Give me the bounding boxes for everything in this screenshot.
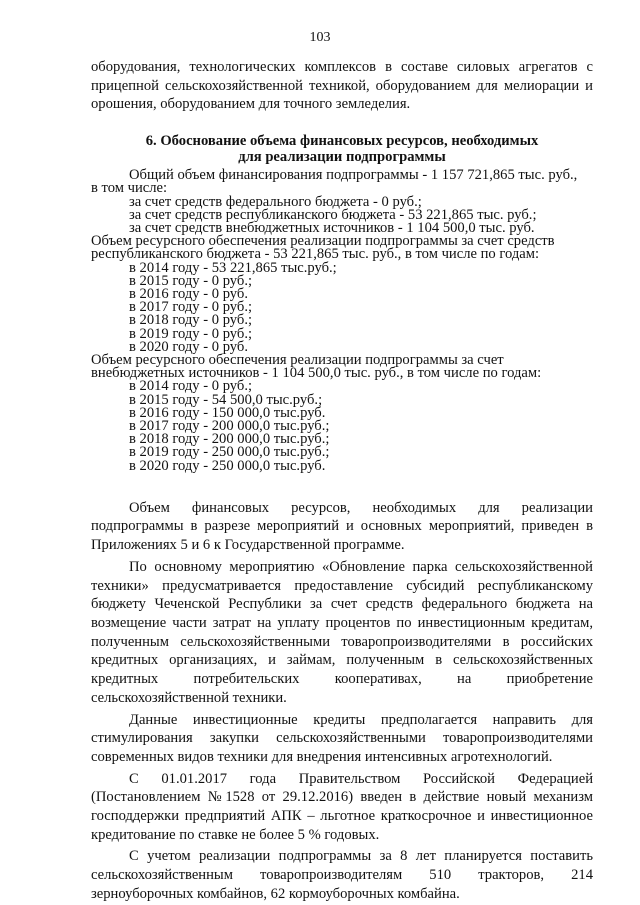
republican-budget-block — [91, 235, 593, 354]
section-heading-line2: для реализации подпрограммы — [238, 149, 446, 166]
republican-line1: Объем ресурсного обеспечения реализации подпрограммы за счет средств — [91, 233, 555, 250]
intro-paragraph: оборудования, технологических комплексов в составе силовых агрегатов с прицепной сельскохозяйственной техникой, оборудованием для мелиорации и орошения, оборудованием для точного земледелия. — [91, 59, 593, 113]
page-number: 103 — [309, 30, 331, 45]
list-item: в 2014 году - 53 221,865 тыс.руб.; — [129, 259, 337, 276]
body-paragraph: С 01.01.2017 года Правительством Российской Федерацией (Постановлением №1528 от 29.12.2016) введен в действие новый механизм господдержки предприятий АПК – льготное краткосрочное и инвестиционное кредитование по ставке не более 5 % годовых. — [91, 770, 593, 843]
body-paragraph: Объем финансовых ресурсов, необходимых для реализации подпрограммы в разрезе мероприятий и основных мероприятий, приведен в Приложениях 5 и 6 к Государственной программе. — [91, 499, 593, 554]
extrabudget-line2: внебюджетных источников - 1 104 500,0 тыс. руб., в том числе по годам: — [91, 365, 542, 382]
section-heading-line1: 6. Обоснование объема финансовых ресурсов, необходимых — [145, 133, 539, 150]
body-paragraph: С учетом реализации подпрограммы за 8 лет планируется поставить сельскохозяйственным товаропроизводителям 510 тракторов, 214 зерноуборочных комбайнов, 62 кормоуборочных комбайна. — [91, 848, 593, 902]
list-item: в 2014 году - 0 руб.; — [129, 378, 253, 395]
document-body — [91, 58, 593, 904]
section-heading — [91, 133, 593, 165]
list-item: в 2020 году - 250 000,0 тыс.руб. — [129, 457, 326, 474]
list-item: в 2016 году - 0 руб. — [129, 285, 248, 302]
list-item: в 2015 году - 0 руб.; — [129, 272, 253, 289]
list-item: за счет средств внебюджетных источников - 1 104 500,0 тыс. руб. — [129, 219, 535, 236]
extrabudget-line1: Объем ресурсного обеспечения реализации подпрограммы за счет — [91, 351, 504, 368]
list-item: в 2019 году - 250 000,0 тыс.руб.; — [129, 444, 330, 461]
extrabudget-years-list — [91, 380, 593, 472]
list-item: в 2017 году - 0 руб.; — [129, 299, 253, 316]
body-paragraph: Данные инвестиционные кредиты предполагается направить для стимулирования закупки сельскохозяйственными товаропроизводителями современных видов техники для внедрения интенсивных агротехнологий. — [91, 711, 593, 765]
extrabudget-block — [91, 351, 593, 474]
list-item: в 2015 году - 54 500,0 тыс.руб.; — [129, 391, 323, 408]
total-funding-block — [91, 169, 593, 235]
list-item: за счет средств федерального бюджета - 0 руб.; — [129, 193, 422, 210]
body-paragraph: По основному мероприятию «Обновление парка сельскохозяйственной техники» предусматривается предоставление субсидий республиканскому бюджету Чеченской Республики за счет средств федерального бюджета на возмещение части затрат на уплату процентов по инвестиционным кредитам, полученным сельскохозяйственными товаропроизводителями в российских кредитных организациях, и займам, полученным в сельскохозяйственных кредитных потребительских кооперативах, на приобретение сельскохозяйственной техники. — [91, 558, 593, 706]
list-item: в 2019 году - 0 руб.; — [129, 325, 253, 342]
republican-line2: республиканского бюджета - 53 221,865 тыс. руб., в том числе по годам: — [91, 246, 540, 263]
list-item: в 2020 году - 0 руб. — [129, 338, 248, 355]
funding-source-list — [91, 193, 593, 236]
total-funding-line1: Общий объем финансирования подпрограммы - 1 157 721,865 тыс. руб., — [129, 167, 578, 184]
list-item: в 2016 году - 150 000,0 тыс.руб. — [129, 404, 326, 421]
list-item: в 2018 году - 0 руб.; — [129, 312, 253, 329]
republican-years-list — [91, 259, 593, 355]
list-item: в 2018 году - 200 000,0 тыс.руб.; — [129, 431, 330, 448]
list-item: в 2017 году - 200 000,0 тыс.руб.; — [129, 417, 330, 434]
total-funding-line2: в том числе: — [91, 180, 168, 197]
list-item: за счет средств республиканского бюджета - 53 221,865 тыс. руб.; — [129, 206, 537, 223]
